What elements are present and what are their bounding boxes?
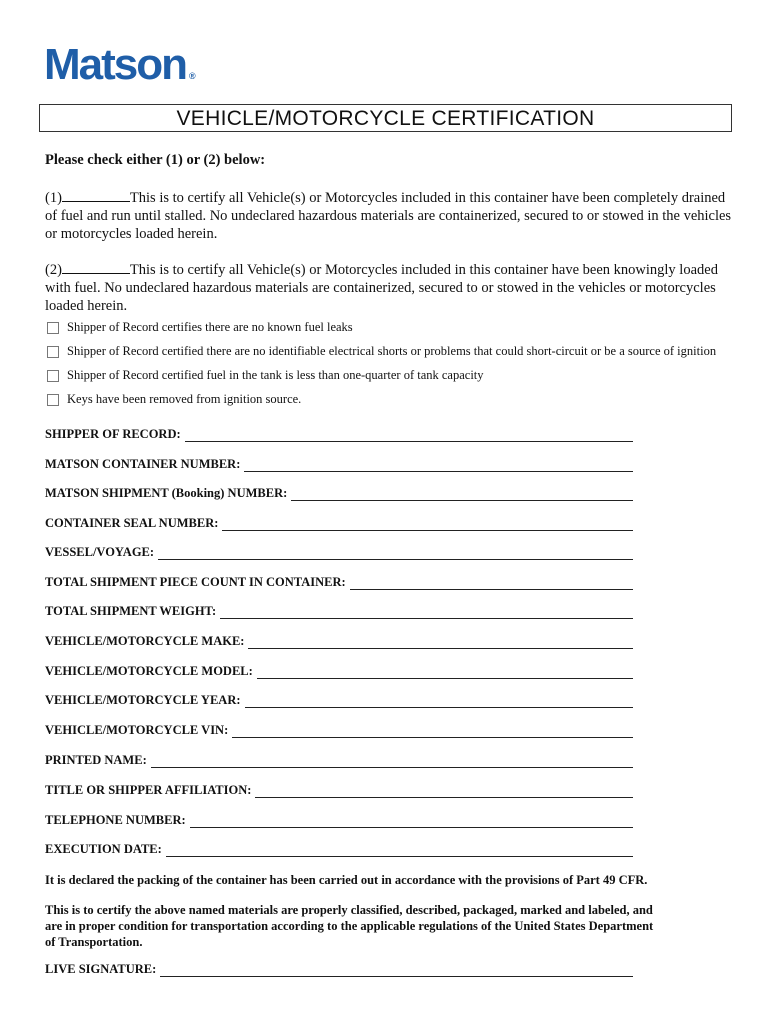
input-line[interactable] <box>350 579 633 590</box>
field-label: LIVE SIGNATURE: <box>45 962 157 976</box>
field-telephone <box>45 813 633 828</box>
input-line[interactable] <box>248 638 633 649</box>
field-label: TITLE OR SHIPPER AFFILIATION: <box>45 783 252 797</box>
input-line[interactable] <box>220 608 633 619</box>
field-shipment-number <box>45 486 633 501</box>
option-1-text: This is to certify all Vehicle(s) or Motorcycles included in this container have been completely drained of fuel and run until stalled. No undeclared hazardous materials are containerized, secured to or stowed in the vehicles or motorcycles loaded herein. <box>45 190 732 242</box>
field-label: PRINTED NAME: <box>45 753 147 767</box>
declaration-certify: This is to certify the above named materials are properly classified, described, packaged, marked and labeled, and are in proper condition for transportation according to the applicable regulations of the United States Department of Transportation. <box>45 903 654 949</box>
field-year <box>45 693 633 708</box>
option-1-prefix: (1) <box>45 190 62 206</box>
check-item-electrical <box>47 344 716 359</box>
input-line[interactable] <box>232 727 633 738</box>
signature-line[interactable] <box>160 966 633 977</box>
field-label: TELEPHONE NUMBER: <box>45 813 186 827</box>
field-live-signature <box>45 962 633 977</box>
check-label: Shipper of Record certifies there are no known fuel leaks <box>67 320 353 334</box>
field-label: TOTAL SHIPMENT WEIGHT: <box>45 604 217 618</box>
field-label: MATSON CONTAINER NUMBER: <box>45 457 241 471</box>
check-label: Keys have been removed from ignition source. <box>67 392 302 406</box>
field-title-affiliation <box>45 783 633 798</box>
field-label: CONTAINER SEAL NUMBER: <box>45 516 219 530</box>
check-label: Shipper of Record certified there are no identifiable electrical shorts or problems that could short-circuit or be a source of ignition <box>67 344 717 358</box>
declaration-packing: It is declared the packing of the container has been carried out in accordance with the provisions of Part 49 CFR. <box>45 873 648 887</box>
logo-text: Matson <box>44 40 186 89</box>
input-line[interactable] <box>222 520 633 531</box>
input-line[interactable] <box>244 461 633 472</box>
field-label: VEHICLE/MOTORCYCLE MODEL: <box>45 664 253 678</box>
field-shipment-weight <box>45 604 633 619</box>
field-model <box>45 664 633 679</box>
check-item-keys <box>47 392 301 407</box>
field-execution-date <box>45 842 633 857</box>
input-line[interactable] <box>166 846 633 857</box>
instruction-text: Please check either (1) or (2) below: <box>45 152 266 168</box>
input-line[interactable] <box>151 757 633 768</box>
field-printed-name <box>45 753 633 768</box>
field-make <box>45 634 633 649</box>
field-container-number <box>45 457 633 472</box>
checkbox[interactable] <box>47 370 59 382</box>
option-1-blank[interactable] <box>62 188 130 202</box>
field-label: MATSON SHIPMENT (Booking) NUMBER: <box>45 486 288 500</box>
page-title: VEHICLE/MOTORCYCLE CERTIFICATION <box>176 107 595 130</box>
option-2-blank[interactable] <box>62 260 130 274</box>
check-label: Shipper of Record certified fuel in the tank is less than one-quarter of tank capacity <box>67 368 484 382</box>
field-label: EXECUTION DATE: <box>45 842 162 856</box>
option-2-paragraph <box>45 260 725 315</box>
input-line[interactable] <box>245 697 633 708</box>
input-line[interactable] <box>185 431 633 442</box>
field-vin <box>45 723 633 738</box>
title-box <box>39 104 732 132</box>
field-label: VEHICLE/MOTORCYCLE VIN: <box>45 723 229 737</box>
field-label: TOTAL SHIPMENT PIECE COUNT IN CONTAINER: <box>45 575 346 589</box>
input-line[interactable] <box>255 787 633 798</box>
field-label: SHIPPER OF RECORD: <box>45 427 181 441</box>
checkbox[interactable] <box>47 346 59 358</box>
input-line[interactable] <box>190 817 633 828</box>
matson-logo <box>44 40 196 101</box>
input-line[interactable] <box>257 668 633 679</box>
input-line[interactable] <box>158 549 633 560</box>
registered-mark: ® <box>189 71 196 81</box>
checkbox[interactable] <box>47 322 59 334</box>
field-label: VEHICLE/MOTORCYCLE YEAR: <box>45 693 241 707</box>
option-1-paragraph <box>45 188 735 243</box>
option-2-text: This is to certify all Vehicle(s) or Motorcycles included in this container have been knowingly loaded with fuel. No undeclared hazardous materials are containerized, secured to or stowed in the vehicles or motorcycles loaded herein. <box>45 262 718 314</box>
field-piece-count <box>45 575 633 590</box>
check-item-fuel-capacity <box>47 368 484 383</box>
field-seal-number <box>45 516 633 531</box>
field-label: VEHICLE/MOTORCYCLE MAKE: <box>45 634 245 648</box>
checkbox[interactable] <box>47 394 59 406</box>
check-item-fuel-leaks <box>47 320 353 335</box>
field-shipper-of-record <box>45 427 633 442</box>
option-2-prefix: (2) <box>45 262 62 278</box>
field-label: VESSEL/VOYAGE: <box>45 545 155 559</box>
input-line[interactable] <box>291 490 633 501</box>
field-vessel-voyage <box>45 545 633 560</box>
